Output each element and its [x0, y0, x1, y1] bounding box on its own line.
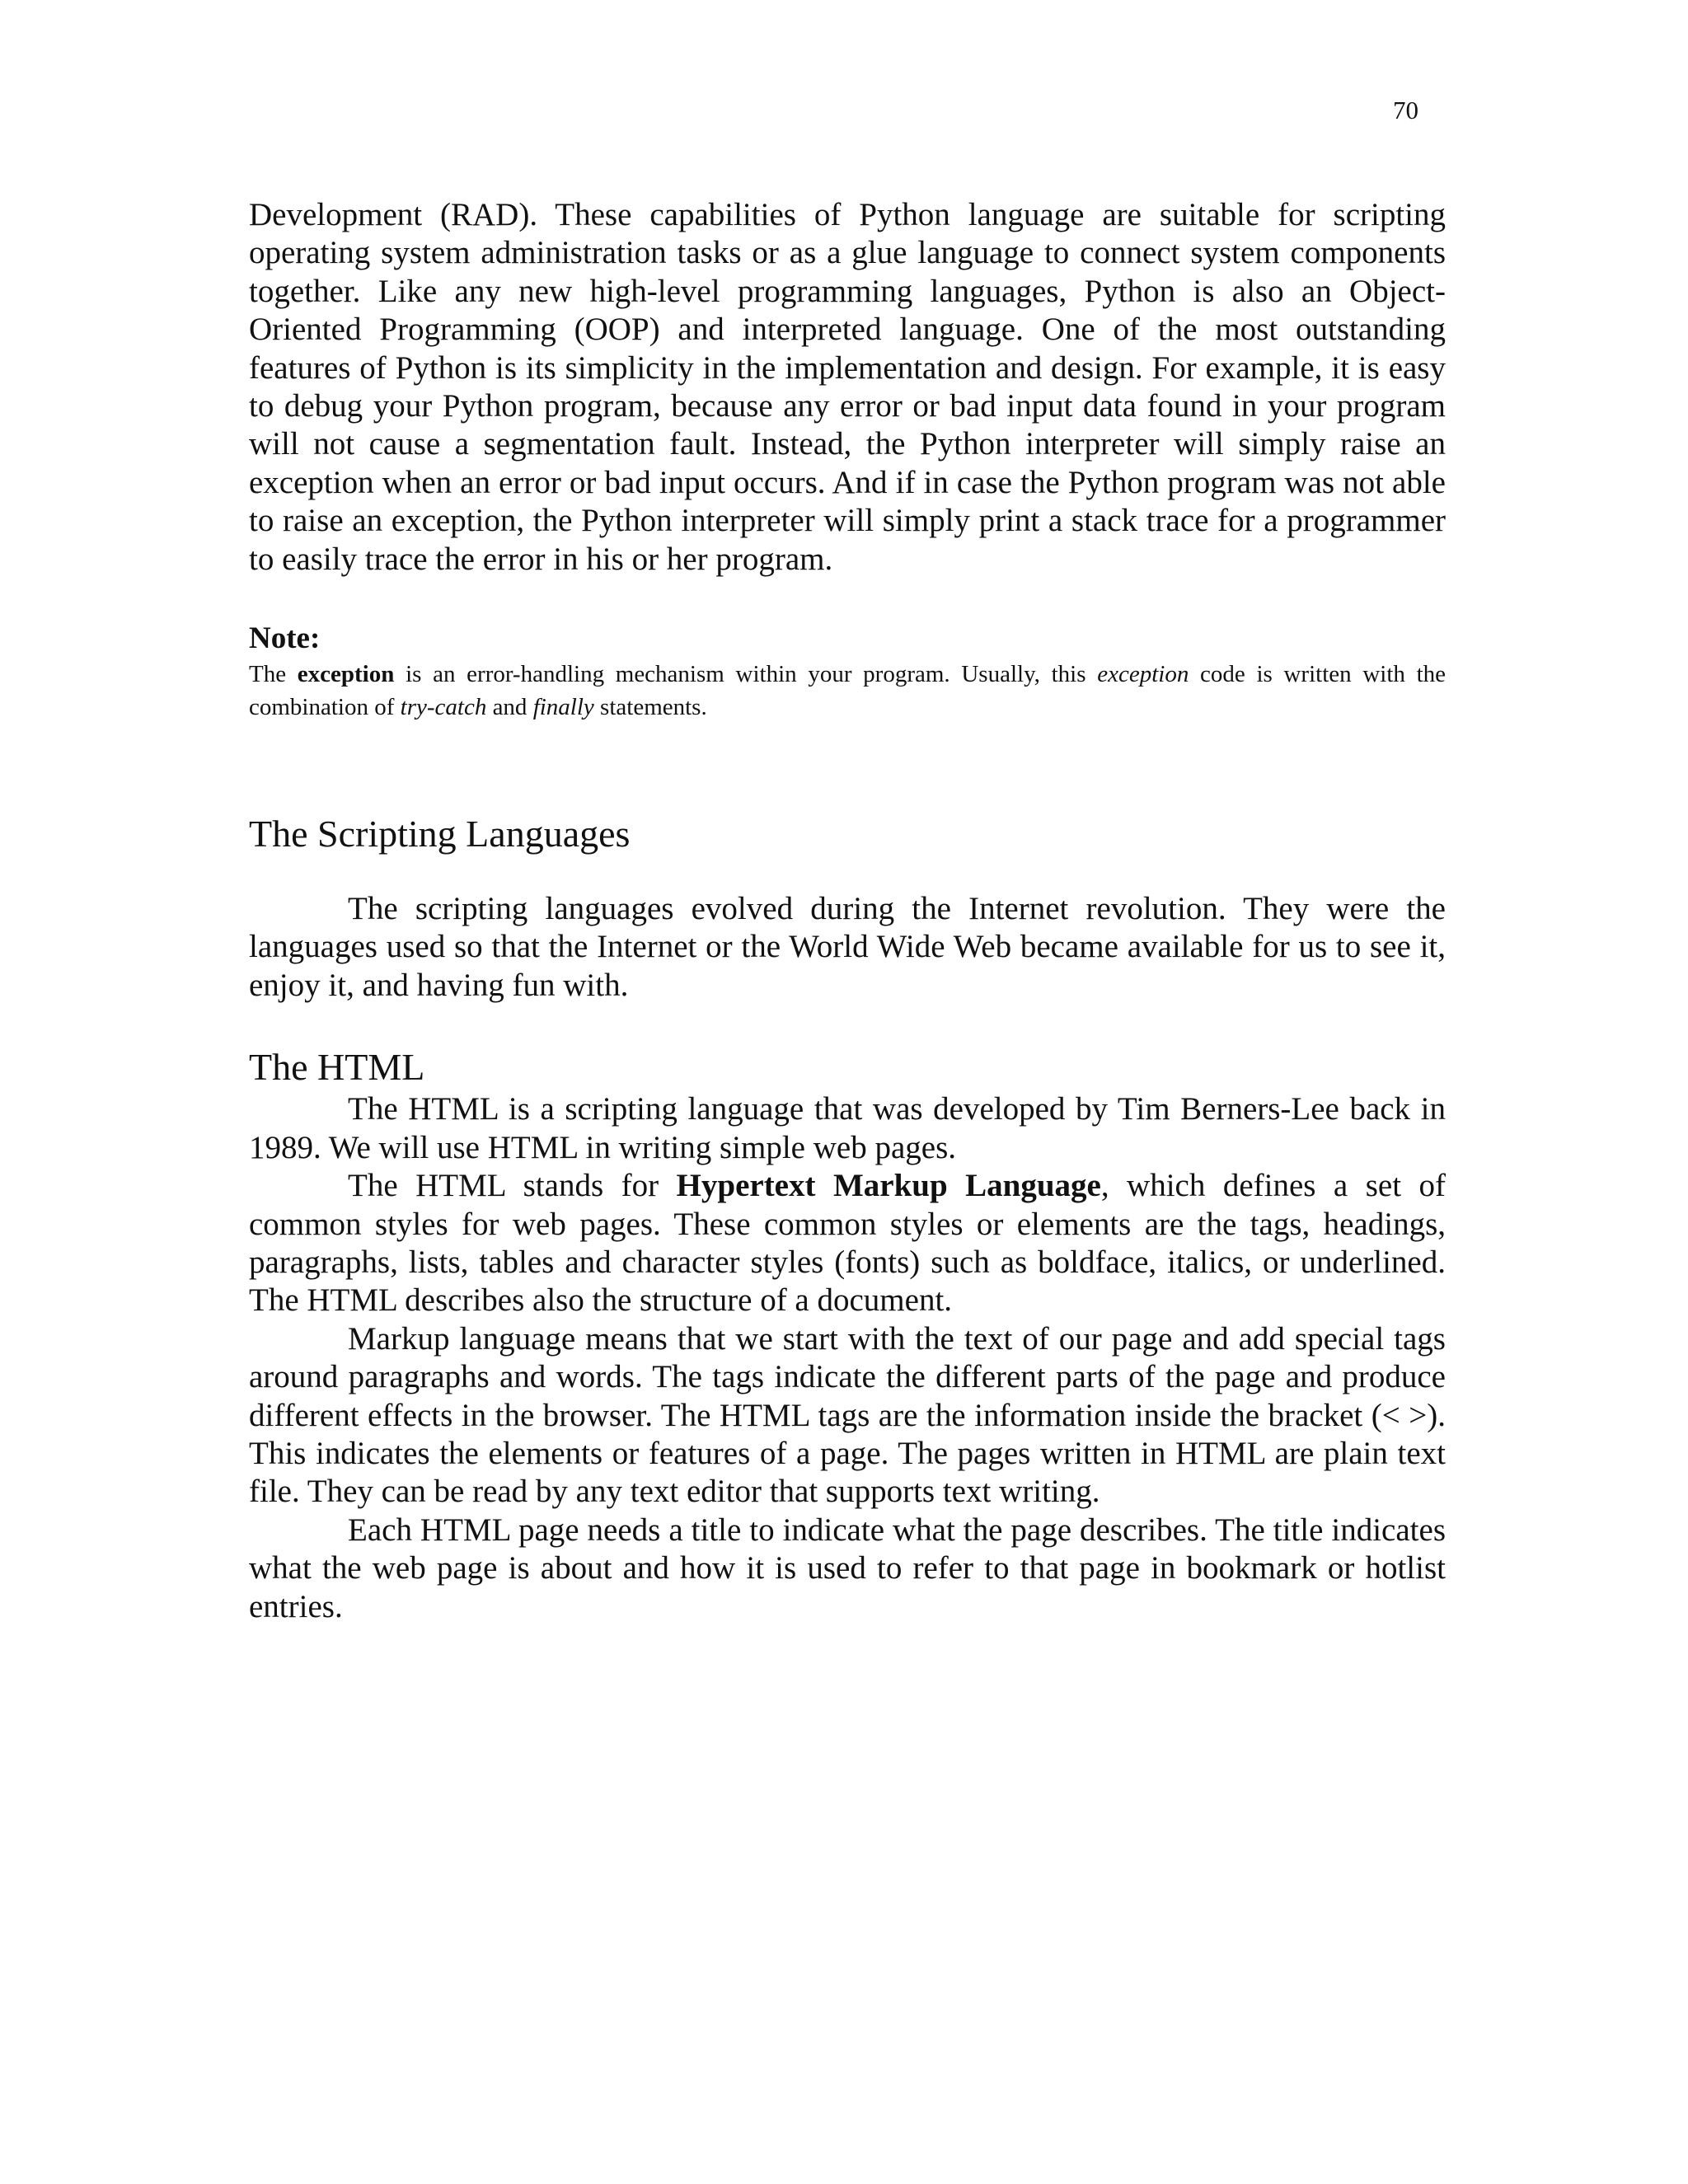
note-text-part: statements.	[593, 694, 707, 721]
spacer	[249, 857, 1446, 890]
html-paragraph-4: Each HTML page needs a title to indicate what the page describes. The title indicates what the web page is about and how it is used to refer to that page in bookmark or hotlist entries.	[249, 1511, 1446, 1624]
html-p2-bold-term: Hypertext Markup Language	[676, 1168, 1101, 1204]
note-text-part: The	[249, 661, 298, 688]
note-heading: Note:	[249, 621, 321, 656]
scripting-languages-paragraph: The scripting languages evolved during the Internet revolution. They were the languages used so that the Internet or the World Wide Web became available for us to see it, enjoy it, and having fun with.	[249, 891, 1446, 1003]
note-text-part: code is written with the combination of	[249, 661, 1446, 721]
intro-paragraph: Development (RAD). These capabilities of Python language are suitable for scripting operating system administration tasks or as a glue language to connect system components together. Like any new high-level programming languages, Python is also an Object-Oriented Programming (OOP) and interpreted language. One of the most outstanding features of Python is its simplicity in the implementation and design. For example, it is easy to debug your Python program, because any error or bad input data found in your program will not cause a segmentation fault. Instead, the Python interpreter will simply raise an exception when an error or bad input occurs. And if in case the Python program was not able to raise an exception, the Python interpreter will simply print a stack trace for a programmer to easily trace the error in his or her program.	[249, 197, 1446, 577]
note-term-exception-italic: exception	[1097, 661, 1189, 688]
html-paragraph-1: The HTML is a scripting language that was developed by Tim Berners-Lee back in 1989. We will use HTML in writing simple web pages.	[249, 1091, 1446, 1165]
html-paragraph-3: Markup language means that we start with the text of our page and add special tags around paragraphs and words. The tags indicate the different parts of the page and produce different effects in the browser. The HTML tags are the information inside the bracket (< >). This indicates the elements or features of a page. The pages written in HTML are plain text file. They can be read by any text editor that supports text writing.	[249, 1320, 1446, 1510]
spacer	[249, 1005, 1446, 1044]
spacer	[249, 724, 1446, 811]
note-term-exception: exception	[297, 661, 395, 688]
spacer	[249, 579, 1446, 620]
page-number: 70	[1393, 96, 1418, 124]
note-text-part: and	[486, 694, 533, 721]
note-text	[249, 658, 1446, 724]
html-p2-text: , which defines a set of common styles for web pages. These common styles or elements are the tags, headings, paragraphs, lists, tables and character styles (fonts) such as boldface, italics, or underlined. The HTML describes also the structure of a document.	[249, 1168, 1446, 1319]
section-heading-scripting-languages: The Scripting Languages	[249, 813, 631, 855]
note-term-try-catch: try-catch	[400, 694, 487, 721]
html-paragraph-2	[249, 1167, 1446, 1320]
note-term-finally: finally	[532, 694, 594, 721]
page-content	[249, 196, 1446, 1626]
note-text-part: is an error-handling mechanism within your program. Usually, this	[394, 661, 1098, 688]
html-p2-text: The HTML stands for	[348, 1168, 677, 1204]
section-heading-html: The HTML	[249, 1046, 425, 1089]
note-box	[249, 620, 1446, 724]
